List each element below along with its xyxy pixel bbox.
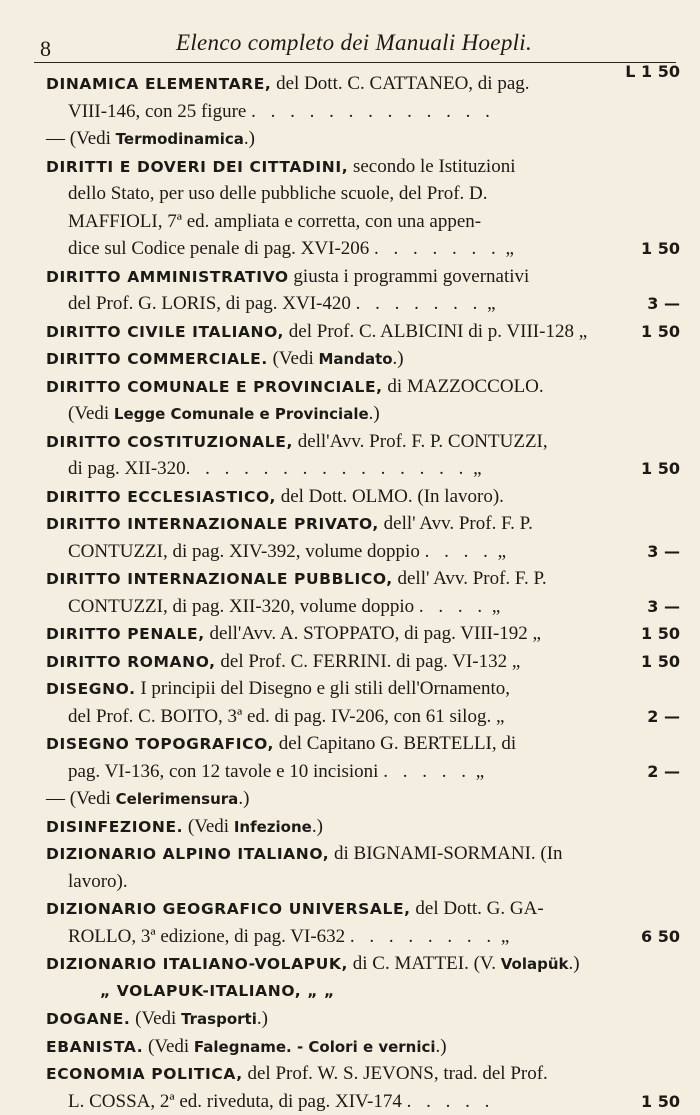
catalog-line: [0, 1033, 700, 1061]
entry-description: giusta i programmi governativi: [288, 265, 530, 287]
cross-reference: Celerimensura: [115, 790, 239, 808]
catalog-line: [0, 290, 700, 318]
entry-description: VIII-146, con 25 figure: [68, 100, 252, 122]
entry-description: I principii del Disegno e gli stili dell'Ornamento,: [135, 678, 510, 699]
line-text: [68, 703, 504, 731]
line-text: [68, 400, 380, 429]
entry-description: di C. MATTEI. (V.: [348, 953, 501, 974]
catalog-line: [0, 950, 700, 978]
entry-description: — (Vedi: [46, 128, 116, 149]
entry-description: del Dott. OLMO. (In lavoro).: [275, 485, 504, 507]
entry-heading: DIZIONARIO GEOGRAFICO UNIVERSALE,: [46, 900, 411, 918]
entry-description: CONTUZZI, di pag. XII-320, volume doppio: [68, 595, 419, 617]
catalog-line: [0, 428, 700, 456]
catalog-line: [0, 923, 700, 951]
entry-heading: DIRITTO ROMANO,: [46, 652, 216, 671]
catalog-line: [0, 400, 700, 428]
catalog-line: [0, 868, 700, 896]
ditto-line: „ VOLAPUK-ITALIANO, „ „: [100, 981, 335, 1000]
price: 1 50: [641, 624, 680, 643]
entry-heading: DOGANE.: [46, 1010, 131, 1028]
catalog-line: [0, 538, 700, 566]
line-text: [46, 428, 548, 457]
entry-description: dell' Avv. Prof. F. P.: [392, 568, 547, 589]
entry-tail: .): [368, 403, 380, 424]
catalog-line: [0, 785, 700, 813]
catalog-line: [0, 180, 700, 208]
entry-heading: DIRITTO PENALE,: [46, 625, 205, 643]
entry-description: del Prof. G. LORIS, di pag. XVI-420: [68, 293, 356, 314]
catalog-line: [0, 455, 700, 483]
cross-reference: Legge Comunale e Provinciale: [113, 405, 369, 423]
entry-heading: DIRITTO CIVILE ITALIANO,: [46, 322, 285, 341]
running-title: Elenco completo dei Manuali Hoepli.: [176, 30, 533, 55]
price: 1 50: [641, 321, 680, 341]
line-text: [46, 1033, 447, 1062]
entry-tail: .): [568, 953, 580, 974]
line-text: [68, 923, 509, 951]
cross-reference: Falegname. - Colori e vernici: [193, 1037, 436, 1056]
entry-description: (Vedi: [183, 815, 234, 837]
entry-heading: EBANISTA.: [46, 1037, 144, 1056]
line-text: [46, 648, 520, 677]
entry-heading: DIRITTO COSTITUZIONALE,: [46, 432, 293, 451]
entry-heading: DISINFEZIONE.: [46, 817, 184, 836]
entry-description: secondo le Istituzioni: [348, 155, 516, 177]
catalog-line: [0, 620, 700, 648]
leader-dots: . . . .: [418, 595, 488, 617]
price: 1 50: [641, 1091, 680, 1111]
line-text: [68, 235, 514, 263]
entry-description: (Vedi: [143, 1035, 194, 1057]
catalog-line: [0, 648, 700, 676]
entry-description: (Vedi: [267, 348, 319, 369]
line-text: [46, 950, 580, 979]
header-rule: [34, 62, 676, 63]
entry-description: MAFFIOLI, 7ª ed. ampliata e corretta, con una appen-: [68, 210, 482, 232]
line-text: [68, 208, 481, 236]
ditto-mark: „: [507, 650, 521, 672]
entry-description: (Vedi: [68, 403, 114, 424]
line-text: [68, 455, 482, 483]
ditto-mark: „: [500, 238, 514, 259]
price: 1 50: [641, 239, 680, 258]
line-text: [46, 483, 504, 512]
catalog-line: [0, 730, 700, 758]
entry-description: del Prof. W. S. JEVONS, trad. del Prof.: [242, 1063, 548, 1084]
leader-dots: . . . . . . .: [355, 293, 483, 314]
entry-tail: .): [256, 1008, 268, 1029]
price: 3 —: [647, 541, 680, 561]
page-number: 8: [40, 36, 51, 61]
catalog-line: [0, 263, 700, 291]
price: 1 50: [641, 459, 680, 478]
entry-description: dell' Avv. Prof. F. P.: [378, 513, 533, 534]
catalog-line: [0, 125, 700, 153]
leader-dots: . . . . .: [406, 1090, 495, 1112]
entry-description: del Dott. G. GA-: [410, 898, 544, 919]
catalog-line: [0, 483, 700, 511]
entry-description: lavoro).: [68, 870, 128, 892]
entry-description: dell'Avv. Prof. F. P. CONTUZZI,: [292, 430, 548, 452]
entry-tail: .): [238, 788, 250, 809]
cross-reference: Termodinamica: [115, 130, 244, 148]
catalog-line: [0, 318, 700, 346]
catalog-line: [0, 208, 700, 236]
line-text: [46, 373, 544, 402]
ditto-mark: „: [487, 595, 501, 617]
catalog-line: [0, 1088, 700, 1115]
line-text: [68, 98, 495, 126]
catalog-line: [0, 373, 700, 401]
price: 1 50: [641, 651, 680, 671]
leader-dots: . . . .: [424, 540, 493, 562]
catalog-line: [0, 235, 700, 263]
catalog-line: [0, 895, 700, 923]
line-text: [68, 1088, 494, 1115]
line-text: [46, 730, 516, 759]
line-text: [46, 153, 516, 182]
line-text: [46, 1060, 548, 1089]
entry-tail: .): [311, 815, 323, 837]
entry-tail: .): [243, 128, 255, 149]
line-text: [46, 70, 530, 99]
entry-description: di MAZZOCCOLO.: [382, 375, 544, 397]
line-text: [46, 620, 541, 649]
entry-heading: DIZIONARIO ALPINO ITALIANO,: [46, 845, 330, 863]
entry-description: di pag. XII-320: [68, 458, 186, 479]
catalog-line: [0, 1060, 700, 1088]
entry-description: dello Stato, per uso delle pubbliche scuole, del Prof. D.: [68, 183, 488, 204]
price: 2 —: [647, 761, 680, 781]
leader-dots: . . . . . . . . . . . . .: [251, 100, 495, 122]
cross-reference: Mandato: [318, 350, 393, 368]
entry-description: pag. VI-136, con 12 tavole e 10 incisioni: [68, 760, 384, 782]
ditto-mark: „: [491, 705, 505, 727]
entry-heading: DIRITTO INTERNAZIONALE PUBBLICO,: [46, 570, 393, 588]
ditto-mark: „: [492, 540, 507, 562]
leader-dots: . . . . . . .: [374, 238, 501, 259]
entry-tail: .): [392, 348, 404, 369]
line-text: [46, 785, 249, 814]
catalog-line: [0, 978, 700, 1006]
line-text: [68, 538, 506, 566]
catalog-line: [0, 840, 700, 868]
line-text: [46, 125, 255, 154]
line-text: [68, 180, 488, 208]
entry-heading: DIRITTO COMMERCIALE.: [46, 350, 268, 368]
line-text: [68, 758, 484, 786]
catalog-line: [0, 1005, 700, 1033]
catalog-entries: [0, 62, 700, 1115]
line-text: [46, 675, 510, 704]
entry-description: del Capitano G. BERTELLI, di: [274, 733, 517, 754]
price: 3 —: [647, 294, 680, 313]
entry-description: dice sul Codice penale di pag. XVI-206: [68, 238, 375, 259]
entry-description: dell'Avv. A. STOPPATO, di pag. VIII-192: [204, 623, 528, 644]
line-text: [46, 840, 563, 869]
catalog-line: [0, 510, 700, 538]
price: 3 —: [647, 596, 680, 616]
entry-description: del Prof. C. ALBICINI di p. VIII-128: [284, 320, 574, 342]
line-text: [68, 290, 496, 318]
line-text: [46, 318, 587, 347]
leader-dots: . . . . . . . . . . . . . . .: [185, 458, 469, 479]
line-text: [68, 868, 128, 896]
entry-heading: ECONOMIA POLITICA,: [46, 1065, 243, 1083]
entry-heading: DIRITTO COMUNALE E PROVINCIALE,: [46, 377, 383, 396]
leader-dots: . . . . .: [383, 760, 471, 782]
ditto-mark: „: [527, 623, 541, 644]
catalog-line: [0, 565, 700, 593]
catalog-line: [0, 813, 700, 841]
catalog-line: [0, 345, 700, 373]
price: 2 —: [647, 706, 680, 726]
line-text: [46, 510, 533, 539]
line-text: [46, 263, 529, 292]
entry-description: (Vedi: [130, 1008, 182, 1029]
entry-heading: DINAMICA ELEMENTARE,: [46, 75, 272, 93]
line-text: [46, 813, 323, 842]
cross-reference: Trasporti: [181, 1010, 257, 1028]
leader-dots: . . . . . . . .: [349, 925, 497, 947]
price: L 1 50: [625, 62, 680, 81]
entry-heading: DISEGNO.: [46, 680, 136, 698]
entry-heading: DIRITTO ECCLESIASTICO,: [46, 487, 276, 506]
catalog-line: [0, 703, 700, 731]
line-text: [46, 565, 547, 594]
line-text: [46, 345, 404, 374]
entry-tail: .): [435, 1035, 447, 1057]
ditto-mark: „: [496, 925, 510, 947]
catalog-line: [0, 758, 700, 786]
entry-heading: DIRITTO AMMINISTRATIVO: [46, 267, 289, 286]
price: 6 50: [641, 926, 680, 946]
entry-description: del Dott. C. CATTANEO, di pag.: [271, 73, 530, 94]
ditto-mark: „: [468, 458, 482, 479]
entry-description: CONTUZZI, di pag. XIV-392, volume doppio: [68, 540, 425, 562]
ditto-mark: „: [470, 760, 485, 782]
entry-heading: DIZIONARIO ITALIANO-VOLAPUK,: [46, 955, 348, 973]
page-header: [0, 18, 700, 66]
entry-description: di BIGNAMI-SORMANI. (In: [329, 843, 563, 864]
entry-description: ROLLO, 3ª edizione, di pag. VI-632: [68, 925, 350, 947]
entry-description: del Prof. C. FERRINI. di pag. VI-132: [215, 650, 508, 672]
entry-heading: DISEGNO TOPOGRAFICO,: [46, 735, 275, 753]
catalog-line: [0, 62, 700, 98]
entry-heading: DIRITTO INTERNAZIONALE PRIVATO,: [46, 515, 379, 533]
catalog-line: [0, 675, 700, 703]
entry-description: del Prof. C. BOITO, 3ª ed. di pag. IV-206, con 61 silog.: [68, 705, 492, 727]
line-text: [68, 593, 500, 621]
cross-reference: Volapük: [500, 955, 569, 973]
entry-description: L. COSSA, 2ª ed. riveduta, di pag. XIV-174: [68, 1090, 407, 1112]
entry-heading: DIRITTI E DOVERI DEI CITTADINI,: [46, 157, 349, 176]
entry-description: — (Vedi: [46, 788, 116, 809]
catalog-line: [0, 593, 700, 621]
line-text: [46, 895, 544, 924]
ditto-mark: „: [573, 320, 588, 342]
cross-reference: Infezione: [233, 817, 312, 836]
ditto-mark: „: [482, 293, 496, 314]
catalog-line: [0, 153, 700, 181]
line-text: [46, 1005, 268, 1034]
catalog-line: [0, 98, 700, 126]
